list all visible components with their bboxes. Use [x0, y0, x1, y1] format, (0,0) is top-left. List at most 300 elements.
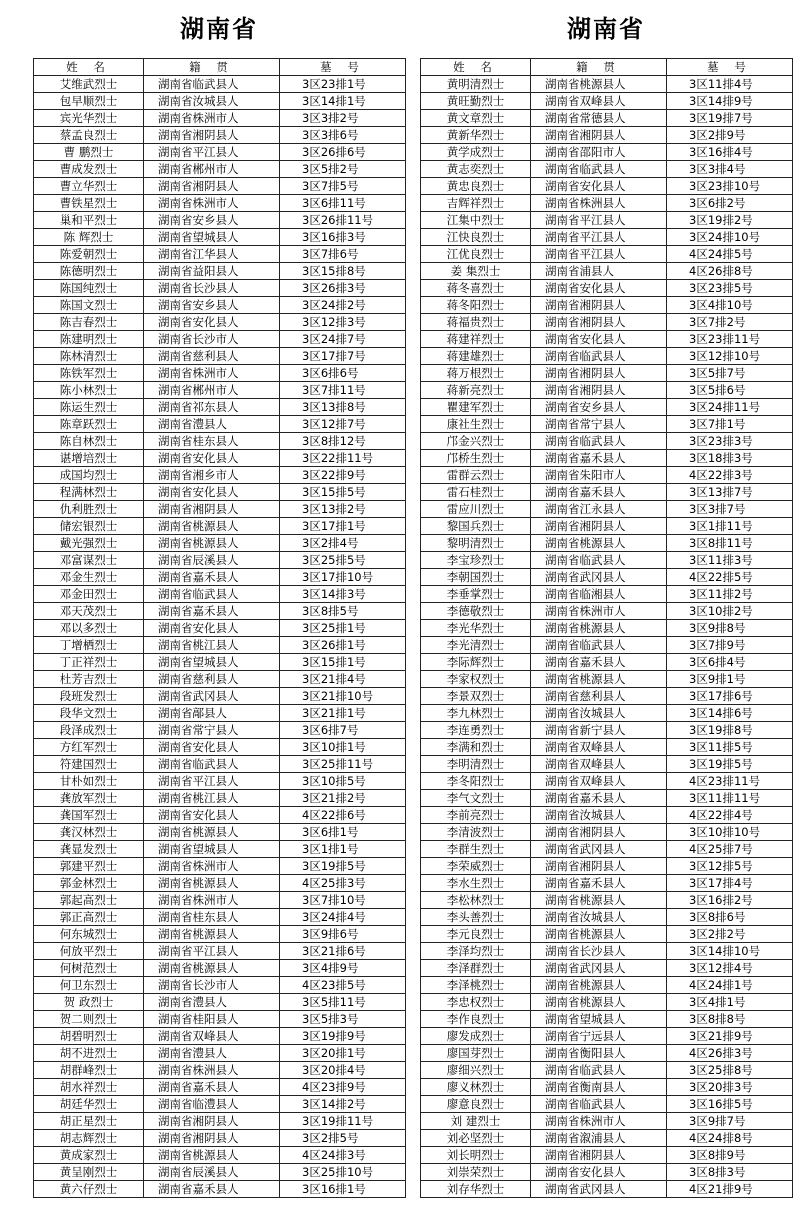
cell-origin: 湖南省株洲市人	[144, 892, 280, 909]
cell-tomb: 3区25排8号	[667, 1062, 793, 1079]
cell-tomb: 3区11排5号	[667, 739, 793, 756]
table-row	[421, 1113, 793, 1130]
left-column	[33, 0, 405, 1198]
table-row	[34, 909, 406, 926]
cell-tomb: 3区26排6号	[280, 144, 406, 161]
table-row	[34, 501, 406, 518]
table-row	[421, 76, 793, 93]
table-row	[34, 688, 406, 705]
cell-name: 李家权烈士	[421, 671, 531, 688]
table-row	[34, 824, 406, 841]
cell-tomb: 3区4排10号	[667, 297, 793, 314]
cell-origin: 湖南省安化县人	[144, 620, 280, 637]
cell-tomb: 4区22排5号	[667, 569, 793, 586]
table-row	[421, 1130, 793, 1147]
table-row	[421, 943, 793, 960]
cell-name: 龚国军烈士	[34, 807, 144, 824]
cell-tomb: 4区25排3号	[280, 875, 406, 892]
table-row	[34, 892, 406, 909]
cell-tomb: 4区23排11号	[667, 773, 793, 790]
table-row	[34, 1147, 406, 1164]
cell-origin: 湖南省武冈县人	[144, 688, 280, 705]
cell-origin: 湖南省朱阳市人	[531, 467, 667, 484]
table-row	[34, 858, 406, 875]
table-row	[34, 484, 406, 501]
cell-name: 李宝珍烈士	[421, 552, 531, 569]
cell-tomb: 3区8排9号	[667, 1147, 793, 1164]
cell-name: 李作良烈士	[421, 1011, 531, 1028]
cell-tomb: 3区21排10号	[280, 688, 406, 705]
cell-name: 陈章跃烈士	[34, 416, 144, 433]
cell-tomb: 3区7排10号	[280, 892, 406, 909]
cell-name: 邓金生烈士	[34, 569, 144, 586]
cell-origin: 湖南省临澧县人	[144, 1096, 280, 1113]
cell-tomb: 4区24排1号	[667, 977, 793, 994]
cell-tomb: 3区15排5号	[280, 484, 406, 501]
cell-origin: 湖南省桃源县人	[531, 535, 667, 552]
cell-origin: 湖南省临武县人	[531, 161, 667, 178]
cell-tomb: 3区12排3号	[280, 314, 406, 331]
cell-tomb: 3区7排5号	[280, 178, 406, 195]
cell-name: 廖国芽烈士	[421, 1045, 531, 1062]
table-row	[421, 348, 793, 365]
header-name: 姓 名	[421, 59, 531, 76]
cell-tomb: 3区23排5号	[667, 280, 793, 297]
cell-name: 邓以多烈士	[34, 620, 144, 637]
cell-tomb: 3区11排11号	[667, 790, 793, 807]
cell-origin: 湖南省桂阳县人	[144, 1011, 280, 1028]
cell-tomb: 3区12排5号	[667, 858, 793, 875]
cell-tomb: 3区19排2号	[667, 212, 793, 229]
cell-origin: 湖南省安乡县人	[144, 212, 280, 229]
cell-tomb: 4区26排8号	[667, 263, 793, 280]
cell-tomb: 3区5排11号	[280, 994, 406, 1011]
cell-origin: 湖南省桃源县人	[531, 671, 667, 688]
cell-tomb: 3区16排1号	[280, 1181, 406, 1198]
cell-origin: 湖南省常宁县人	[531, 416, 667, 433]
table-row	[34, 1079, 406, 1096]
cell-name: 刘必坚烈士	[421, 1130, 531, 1147]
cell-origin: 湖南省武冈县人	[531, 960, 667, 977]
cell-name: 李光华烈士	[421, 620, 531, 637]
table-row	[34, 807, 406, 824]
cell-name: 邓天茂烈士	[34, 603, 144, 620]
cell-tomb: 3区12排10号	[667, 348, 793, 365]
cell-tomb: 3区17排10号	[280, 569, 406, 586]
cell-name: 雷应川烈士	[421, 501, 531, 518]
cell-origin: 湖南省望城县人	[144, 841, 280, 858]
table-row	[421, 127, 793, 144]
cell-name: 刘崇荣烈士	[421, 1164, 531, 1181]
cell-name: 曹成发烈士	[34, 161, 144, 178]
cell-tomb: 3区16排3号	[280, 229, 406, 246]
cell-tomb: 3区7排11号	[280, 382, 406, 399]
cell-origin: 湖南省桃源县人	[531, 994, 667, 1011]
table-row	[34, 263, 406, 280]
table-row	[421, 467, 793, 484]
cell-origin: 湖南省长沙市人	[144, 977, 280, 994]
table-row	[34, 1130, 406, 1147]
cell-origin: 湖南省慈利县人	[531, 688, 667, 705]
table-row	[34, 535, 406, 552]
cell-name: 巢和平烈士	[34, 212, 144, 229]
cell-origin: 湖南省桂东县人	[144, 433, 280, 450]
cell-tomb: 3区24排4号	[280, 909, 406, 926]
cell-tomb: 3区25排11号	[280, 756, 406, 773]
table-row	[421, 416, 793, 433]
left-header-row	[34, 59, 406, 76]
table-row	[421, 1079, 793, 1096]
cell-tomb: 3区2排2号	[667, 926, 793, 943]
cell-tomb: 3区23排11号	[667, 331, 793, 348]
cell-tomb: 3区6排11号	[280, 195, 406, 212]
table-row	[34, 1181, 406, 1198]
cell-origin: 湖南省湘阴县人	[144, 178, 280, 195]
cell-name: 龚显发烈士	[34, 841, 144, 858]
cell-tomb: 3区10排10号	[667, 824, 793, 841]
table-row	[421, 331, 793, 348]
cell-name: 邓金田烈士	[34, 586, 144, 603]
table-row	[421, 501, 793, 518]
cell-name: 李泽群烈士	[421, 960, 531, 977]
cell-name: 储宏银烈士	[34, 518, 144, 535]
cell-origin: 湖南省嘉禾县人	[144, 569, 280, 586]
right-column	[420, 0, 792, 1198]
cell-origin: 湖南省平江县人	[531, 212, 667, 229]
cell-name: 康社生烈士	[421, 416, 531, 433]
cell-origin: 湖南省武冈县人	[531, 1181, 667, 1198]
cell-origin: 湖南省澧县人	[144, 994, 280, 1011]
table-row	[421, 178, 793, 195]
table-row	[34, 960, 406, 977]
cell-origin: 湖南省桃江县人	[144, 637, 280, 654]
cell-origin: 湖南省平江县人	[531, 246, 667, 263]
cell-origin: 湖南省双峰县人	[531, 773, 667, 790]
cell-origin: 湖南省汝城县人	[144, 93, 280, 110]
table-row	[34, 365, 406, 382]
cell-tomb: 4区23排9号	[280, 1079, 406, 1096]
cell-name: 程满林烈士	[34, 484, 144, 501]
cell-origin: 湖南省平江县人	[531, 229, 667, 246]
table-row	[421, 892, 793, 909]
table-row	[34, 994, 406, 1011]
cell-tomb: 4区24排8号	[667, 1130, 793, 1147]
table-row	[34, 977, 406, 994]
cell-name: 刘长明烈士	[421, 1147, 531, 1164]
table-row	[34, 297, 406, 314]
cell-origin: 湖南省鄗县人	[144, 705, 280, 722]
table-row	[421, 875, 793, 892]
cell-origin: 湖南省宁远县人	[531, 1028, 667, 1045]
cell-name: 李前亮烈士	[421, 807, 531, 824]
cell-tomb: 3区25排10号	[280, 1164, 406, 1181]
table-row	[421, 841, 793, 858]
table-row	[421, 195, 793, 212]
cell-origin: 湖南省桃源县人	[144, 875, 280, 892]
table-row	[34, 229, 406, 246]
cell-name: 曹 鹏烈士	[34, 144, 144, 161]
cell-origin: 湖南省临武县人	[531, 552, 667, 569]
cell-name: 黄六仔烈士	[34, 1181, 144, 1198]
cell-origin: 湖南省株洲市人	[144, 365, 280, 382]
cell-origin: 湖南省湘阴县人	[531, 297, 667, 314]
cell-origin: 湖南省桃源县人	[531, 76, 667, 93]
cell-origin: 湖南省汝城县人	[531, 705, 667, 722]
cell-origin: 湖南省双峰县人	[531, 93, 667, 110]
table-row	[34, 671, 406, 688]
cell-tomb: 3区21排9号	[667, 1028, 793, 1045]
cell-name: 段华文烈士	[34, 705, 144, 722]
cell-origin: 湖南省嘉禾县人	[144, 1181, 280, 1198]
cell-origin: 湖南省江华县人	[144, 246, 280, 263]
cell-origin: 湖南省株洲市人	[144, 110, 280, 127]
table-row	[34, 756, 406, 773]
cell-origin: 湖南省辰溪县人	[144, 552, 280, 569]
cell-tomb: 3区2排5号	[280, 1130, 406, 1147]
cell-origin: 湖南省益阳县人	[144, 263, 280, 280]
cell-name: 曹铁星烈士	[34, 195, 144, 212]
cell-name: 黄成家烈士	[34, 1147, 144, 1164]
cell-origin: 湖南省湘阴县人	[531, 824, 667, 841]
cell-origin: 湖南省临武县人	[531, 433, 667, 450]
cell-tomb: 3区11排3号	[667, 552, 793, 569]
cell-origin: 湖南省浦县人	[531, 263, 667, 280]
cell-name: 雷群云烈士	[421, 467, 531, 484]
cell-name: 陈国文烈士	[34, 297, 144, 314]
table-row	[421, 450, 793, 467]
table-row	[421, 705, 793, 722]
table-row	[34, 518, 406, 535]
cell-name: 甘朴如烈士	[34, 773, 144, 790]
cell-origin: 湖南省祁东县人	[144, 399, 280, 416]
cell-name: 李明清烈士	[421, 756, 531, 773]
right-header-row	[421, 59, 793, 76]
header-tomb: 墓 号	[280, 59, 406, 76]
cell-origin: 湖南省安化县人	[144, 314, 280, 331]
cell-origin: 湖南省安化县人	[144, 807, 280, 824]
cell-origin: 湖南省安乡县人	[144, 297, 280, 314]
cell-tomb: 3区8排11号	[667, 535, 793, 552]
cell-tomb: 3区6排4号	[667, 654, 793, 671]
cell-origin: 湖南省武冈县人	[531, 569, 667, 586]
cell-origin: 湖南省株洲县人	[144, 1062, 280, 1079]
table-row	[34, 620, 406, 637]
table-row	[421, 110, 793, 127]
cell-tomb: 3区21排6号	[280, 943, 406, 960]
table-row	[421, 1147, 793, 1164]
cell-name: 宾光华烈士	[34, 110, 144, 127]
table-row	[421, 535, 793, 552]
cell-tomb: 3区19排5号	[280, 858, 406, 875]
cell-tomb: 4区24排5号	[667, 246, 793, 263]
table-row	[421, 212, 793, 229]
cell-origin: 湖南省桃源县人	[531, 620, 667, 637]
cell-tomb: 3区4排9号	[280, 960, 406, 977]
cell-origin: 湖南省桃源县人	[531, 926, 667, 943]
cell-name: 郭金林烈士	[34, 875, 144, 892]
cell-name: 江优良烈士	[421, 246, 531, 263]
cell-origin: 湖南省嘉禾县人	[531, 484, 667, 501]
table-row	[34, 212, 406, 229]
cell-tomb: 3区25排5号	[280, 552, 406, 569]
cell-name: 蒋万根烈士	[421, 365, 531, 382]
cell-tomb: 3区23排10号	[667, 178, 793, 195]
cell-origin: 湖南省桃源县人	[144, 518, 280, 535]
cell-name: 蒋建雄烈士	[421, 348, 531, 365]
table-row	[34, 552, 406, 569]
table-row	[421, 960, 793, 977]
cell-tomb: 3区12排7号	[280, 416, 406, 433]
cell-name: 贺二则烈士	[34, 1011, 144, 1028]
cell-tomb: 3区1排1号	[280, 841, 406, 858]
cell-name: 李垂掌烈士	[421, 586, 531, 603]
cell-origin: 湖南省安化县人	[531, 1164, 667, 1181]
table-row	[421, 926, 793, 943]
cell-name: 龚放军烈士	[34, 790, 144, 807]
header-origin: 籍 贯	[144, 59, 280, 76]
cell-origin: 湖南省桃源县人	[144, 824, 280, 841]
cell-tomb: 3区18排3号	[667, 450, 793, 467]
cell-tomb: 3区7排6号	[280, 246, 406, 263]
cell-origin: 湖南省安化县人	[531, 178, 667, 195]
cell-name: 李头善烈士	[421, 909, 531, 926]
cell-name: 李气文烈士	[421, 790, 531, 807]
table-row	[34, 790, 406, 807]
cell-origin: 湖南省澧县人	[144, 1045, 280, 1062]
cell-origin: 湖南省临武县人	[144, 586, 280, 603]
table-row	[421, 858, 793, 875]
cell-name: 廖细兴烈士	[421, 1062, 531, 1079]
cell-name: 李元良烈士	[421, 926, 531, 943]
cell-tomb: 3区8排6号	[667, 909, 793, 926]
cell-tomb: 3区21排1号	[280, 705, 406, 722]
cell-tomb: 3区2排4号	[280, 535, 406, 552]
cell-origin: 湖南省桃源县人	[531, 977, 667, 994]
cell-origin: 湖南省双峰县人	[531, 756, 667, 773]
table-row	[34, 161, 406, 178]
cell-tomb: 3区4排1号	[667, 994, 793, 1011]
cell-tomb: 3区22排11号	[280, 450, 406, 467]
cell-tomb: 4区26排3号	[667, 1045, 793, 1062]
cell-origin: 湖南省望城县人	[531, 1011, 667, 1028]
cell-name: 丁正祥烈士	[34, 654, 144, 671]
cell-name: 黄文章烈士	[421, 110, 531, 127]
cell-origin: 湖南省临湘县人	[531, 586, 667, 603]
cell-tomb: 4区22排3号	[667, 467, 793, 484]
cell-origin: 湖南省湘阴县人	[531, 127, 667, 144]
cell-tomb: 3区10排5号	[280, 773, 406, 790]
table-row	[34, 926, 406, 943]
cell-name: 陈国纯烈士	[34, 280, 144, 297]
table-row	[421, 603, 793, 620]
cell-name: 李忠权烈士	[421, 994, 531, 1011]
table-row	[34, 399, 406, 416]
cell-origin: 湖南省安化县人	[144, 484, 280, 501]
table-row	[421, 161, 793, 178]
cell-tomb: 3区19排7号	[667, 110, 793, 127]
table-row	[421, 144, 793, 161]
cell-name: 胡不进烈士	[34, 1045, 144, 1062]
cell-name: 雷石桂烈士	[421, 484, 531, 501]
cell-name: 李际辉烈士	[421, 654, 531, 671]
cell-tomb: 3区5排6号	[667, 382, 793, 399]
cell-name: 江集中烈士	[421, 212, 531, 229]
cell-origin: 湖南省湘阴县人	[531, 382, 667, 399]
cell-name: 段泽成烈士	[34, 722, 144, 739]
table-row	[34, 1011, 406, 1028]
cell-origin: 湖南省长沙县人	[531, 943, 667, 960]
cell-origin: 湖南省辰溪县人	[144, 1164, 280, 1181]
cell-name: 黄旺勤烈士	[421, 93, 531, 110]
cell-origin: 湖南省桃源县人	[144, 1147, 280, 1164]
cell-origin: 湖南省株洲市人	[144, 858, 280, 875]
cell-name: 蒋冬喜烈士	[421, 280, 531, 297]
cell-origin: 湖南省郴州市人	[144, 161, 280, 178]
table-row	[421, 756, 793, 773]
table-row	[34, 348, 406, 365]
table-row	[34, 1164, 406, 1181]
cell-origin: 湖南省嘉禾县人	[144, 1079, 280, 1096]
table-row	[34, 110, 406, 127]
cell-origin: 湖南省安化县人	[531, 280, 667, 297]
table-row	[34, 637, 406, 654]
table-row	[34, 1096, 406, 1113]
cell-tomb: 3区5排7号	[667, 365, 793, 382]
cell-name: 李九林烈士	[421, 705, 531, 722]
table-row	[34, 178, 406, 195]
cell-name: 陈建明烈士	[34, 331, 144, 348]
table-row	[421, 1062, 793, 1079]
cell-origin: 湖南省湘阴县人	[531, 858, 667, 875]
cell-tomb: 3区15排8号	[280, 263, 406, 280]
cell-tomb: 3区8排3号	[667, 1164, 793, 1181]
cell-name: 李冬阳烈士	[421, 773, 531, 790]
cell-tomb: 3区13排8号	[280, 399, 406, 416]
table-row	[421, 807, 793, 824]
cell-name: 成国均烈士	[34, 467, 144, 484]
cell-name: 胡廷华烈士	[34, 1096, 144, 1113]
cell-name: 李水生烈士	[421, 875, 531, 892]
cell-name: 瞿建军烈士	[421, 399, 531, 416]
table-row	[34, 943, 406, 960]
cell-tomb: 3区21排4号	[280, 671, 406, 688]
cell-origin: 湖南省湘阴县人	[531, 518, 667, 535]
cell-tomb: 3区9排8号	[667, 620, 793, 637]
table-row	[421, 552, 793, 569]
cell-tomb: 3区14排2号	[280, 1096, 406, 1113]
cell-origin: 湖南省慈利县人	[144, 671, 280, 688]
cell-origin: 湖南省长沙县人	[144, 280, 280, 297]
cell-name: 包早顺烈士	[34, 93, 144, 110]
table-row	[34, 1113, 406, 1130]
cell-origin: 湖南省安化县人	[144, 739, 280, 756]
table-row	[421, 263, 793, 280]
cell-tomb: 4区24排3号	[280, 1147, 406, 1164]
cell-tomb: 3区19排9号	[280, 1028, 406, 1045]
table-row	[34, 144, 406, 161]
cell-tomb: 3区26排3号	[280, 280, 406, 297]
cell-name: 陈德明烈士	[34, 263, 144, 280]
table-row	[421, 1181, 793, 1198]
cell-name: 谌增培烈士	[34, 450, 144, 467]
table-row	[34, 875, 406, 892]
cell-tomb: 3区16排4号	[667, 144, 793, 161]
table-row	[34, 127, 406, 144]
cell-origin: 湖南省株洲市人	[531, 603, 667, 620]
cell-tomb: 3区10排2号	[667, 603, 793, 620]
cell-origin: 湖南省平江县人	[144, 943, 280, 960]
cell-tomb: 3区3排7号	[667, 501, 793, 518]
